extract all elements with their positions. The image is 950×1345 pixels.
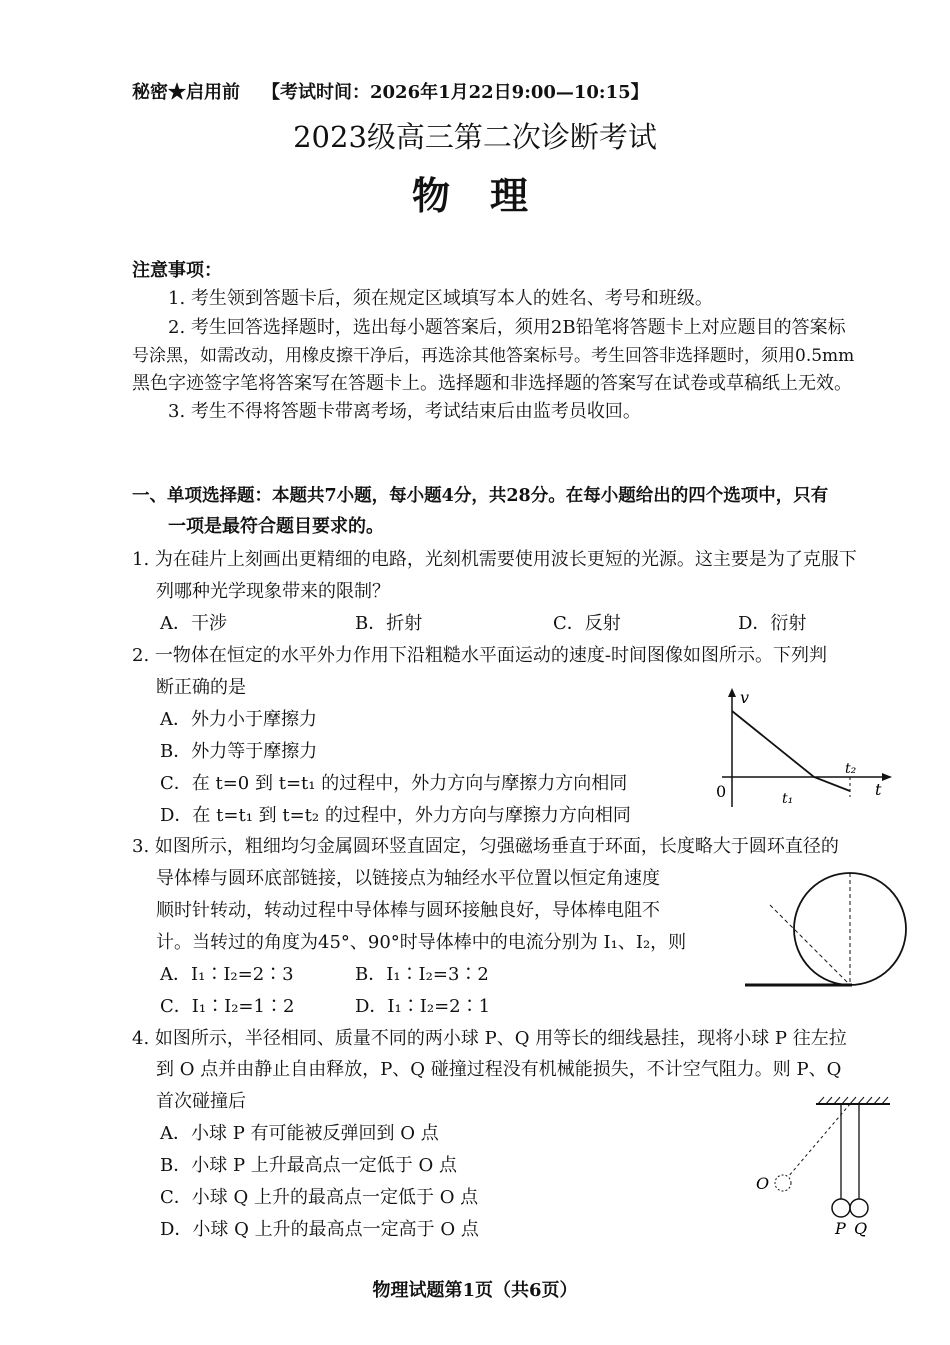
ball-q [850, 1199, 868, 1217]
question-3: 3. 如图所示，粗细均匀金属圆环竖直固定，匀强磁场垂直于环面，长度略大于圆环直径的 [132, 836, 839, 857]
option-b: B．外力等于摩擦力 [160, 741, 318, 762]
note-item: 2. 考生回答选择题时，选出每小题答案后，须用2B铅笔将答题卡上对应题目的答案标 [168, 317, 846, 338]
question-3-cont: 顺时针转动，转动过程中导体棒与圆环接触良好，导体棒电阻不 [156, 900, 660, 921]
option-d: D．衍射 [738, 613, 807, 634]
q-label: Q [854, 1219, 868, 1238]
velocity-line [732, 711, 850, 791]
secret-label: 秘密★启用前 [132, 82, 240, 103]
option-a: A．干涉 [160, 613, 227, 634]
question-4: 4. 如图所示，半径相同、质量不同的两小球 P、Q 用等长的细线悬挂，现将小球 P 往左拉 [132, 1028, 847, 1049]
pendulum-figure [750, 1092, 900, 1242]
question-4-cont: 首次碰撞后 [156, 1091, 246, 1112]
option-c: C．小球 Q 上升的最高点一定低于 O 点 [160, 1187, 479, 1208]
option-a: A．外力小于摩擦力 [160, 709, 317, 730]
p-label: P [835, 1219, 846, 1238]
ball-p [832, 1199, 850, 1217]
option-d: D．I₁∶I₂=2∶1 [355, 996, 491, 1017]
option-b: B．小球 P 上升最高点一定低于 O 点 [160, 1155, 457, 1176]
note-item: 1. 考生领到答题卡后，须在规定区域填写本人的姓名、考号和班级。 [168, 288, 713, 309]
section-heading-cont: 一项是最符合题目要求的。 [168, 516, 384, 537]
notes-heading: 注意事项： [132, 260, 222, 281]
question-1-cont: 列哪种光学现象带来的限制？ [156, 581, 390, 602]
option-b: B．折射 [355, 613, 423, 634]
note-item: 号涂黑，如需改动，用橡皮擦干净后，再选涂其他答案标号。考生回答非选择题时，须用0.5mm [132, 346, 855, 366]
rod-45deg [770, 905, 850, 985]
t-axis-arrow [882, 773, 892, 781]
v-label: v [740, 688, 750, 707]
option-c: C．在 t=0 到 t=t₁ 的过程中，外力方向与摩擦力方向相同 [160, 773, 628, 794]
page-footer: 物理试题第1页（共6页） [372, 1280, 578, 1301]
question-3-cont: 计。当转过的角度为45°、90°时导体棒中的电流分别为 I₁、I₂，则 [156, 932, 687, 953]
o-label: O [756, 1174, 770, 1193]
page-title: 2023级高三第二次诊断考试 [293, 120, 657, 154]
ceiling-hatch [818, 1097, 888, 1104]
ring-rod-figure [740, 870, 915, 992]
option-d: D．在 t=t₁ 到 t=t₂ 的过程中，外力方向与摩擦力方向相同 [160, 805, 631, 826]
option-c: C．I₁∶I₂=1∶2 [160, 996, 295, 1017]
option-b: B．I₁∶I₂=3∶2 [355, 964, 489, 985]
option-a: A．小球 P 有可能被反弹回到 O 点 [160, 1123, 439, 1144]
note-item: 3. 考生不得将答题卡带离考场，考试结束后由监考员收回。 [168, 401, 641, 422]
question-3-cont: 导体棒与圆环底部链接，以链接点为轴经水平位置以恒定角速度 [156, 868, 660, 889]
option-c: C．反射 [553, 613, 621, 634]
question-2-cont: 断正确的是 [156, 677, 246, 698]
option-a: A．I₁∶I₂=2∶3 [160, 964, 294, 985]
origin-label: 0 [716, 782, 727, 801]
t-label: t [875, 780, 882, 799]
question-1: 1. 为在硅片上刻画出更精细的电路，光刻机需要使用波长更短的光源。这主要是为了克服下 [132, 549, 857, 570]
v-axis-arrow [728, 688, 736, 697]
question-2: 2. 一物体在恒定的水平外力作用下沿粗糙水平面运动的速度-时间图像如图所示。下列判 [132, 645, 827, 666]
note-item: 黑色字迹签字笔将答案写在答题卡上。选择题和非选择题的答案写在试卷或草稿纸上无效。 [132, 373, 852, 394]
velocity-time-graph [710, 685, 900, 815]
section-heading: 一、单项选择题：本题共7小题，每小题4分，共28分。在每小题给出的四个选项中，只有 [132, 486, 829, 506]
t2-label: t₂ [845, 761, 857, 777]
exam-time: 【考试时间：2026年1月22日9:00—10:15】 [262, 82, 649, 103]
option-d: D．小球 Q 上升的最高点一定高于 O 点 [160, 1219, 479, 1240]
ball-o-position [775, 1175, 791, 1191]
t1-label: t₁ [782, 791, 794, 807]
question-4-cont: 到 O 点并由静止自由释放，P、Q 碰撞过程没有机械能损失，不计空气阻力。则 P、Q [156, 1059, 842, 1080]
subject-title: 物理 [411, 173, 568, 218]
